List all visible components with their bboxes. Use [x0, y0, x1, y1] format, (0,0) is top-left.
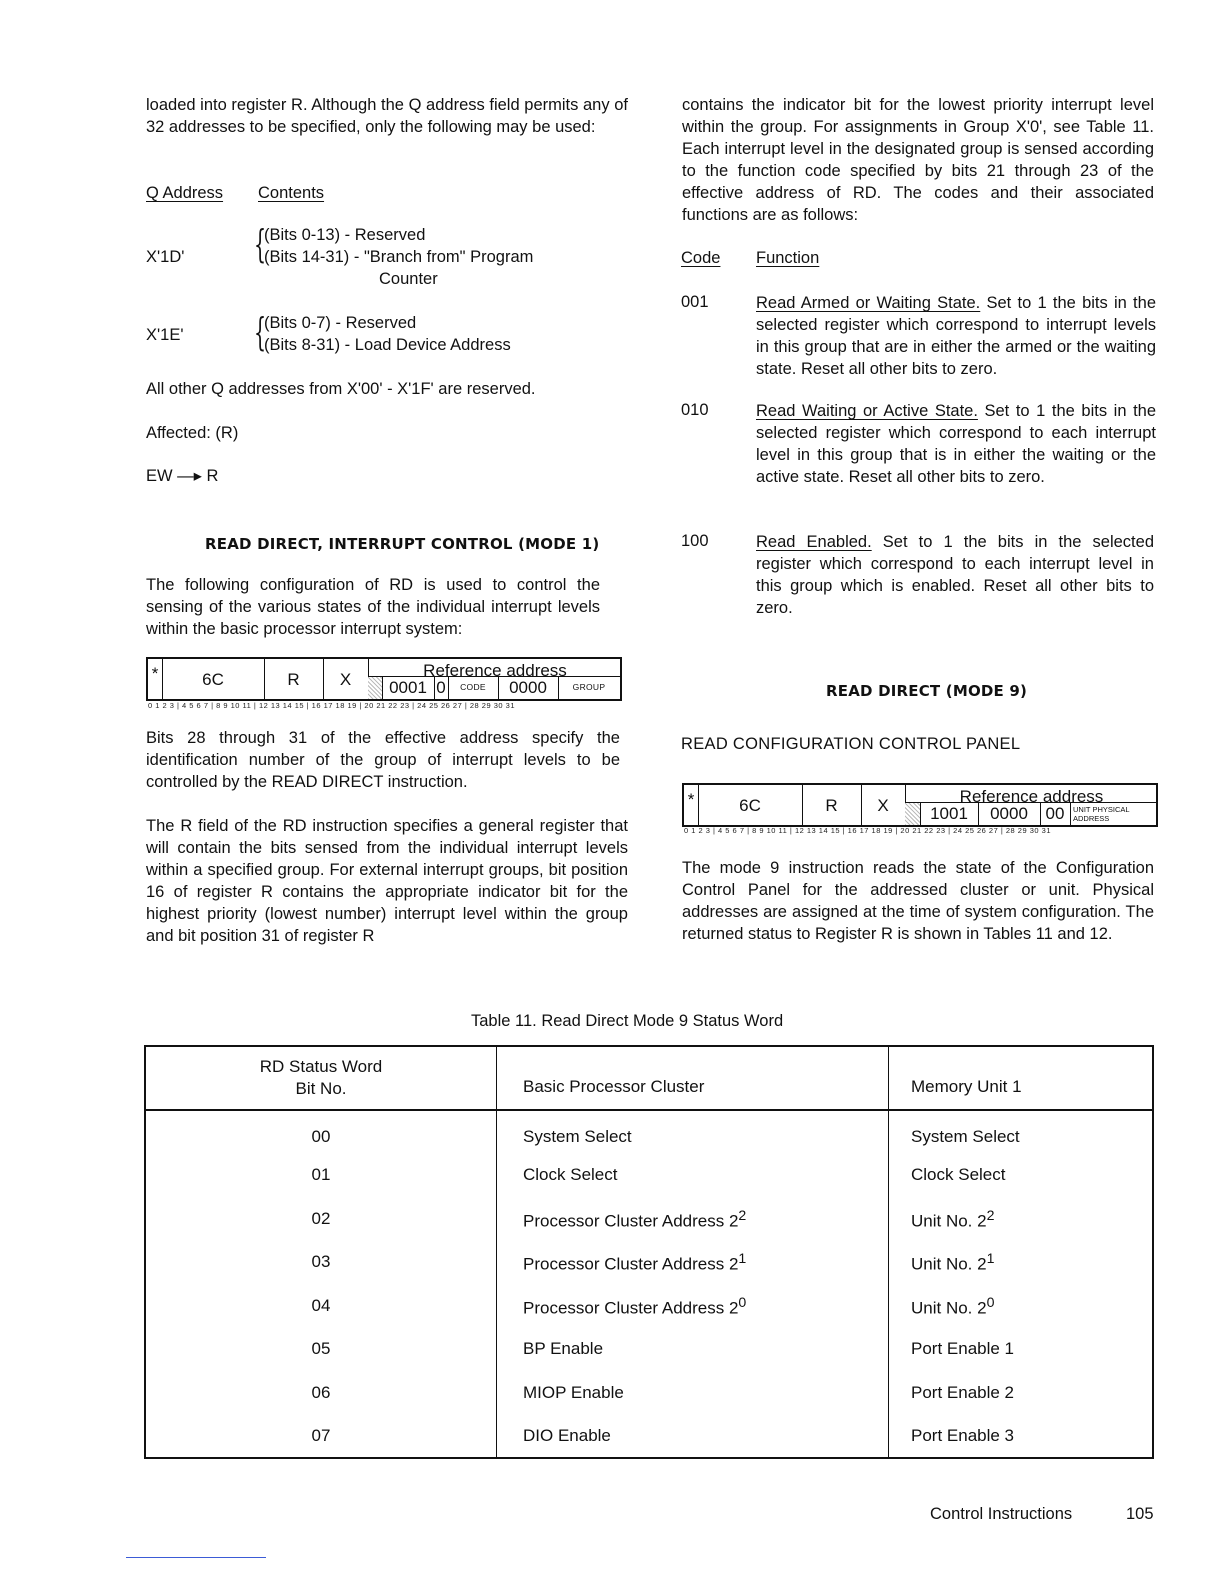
indirect-bit: * [684, 785, 699, 825]
code-100: 100 [681, 532, 709, 550]
mode-bits: 1001 [920, 803, 979, 825]
table-row [145, 1110, 1153, 1154]
table-row [145, 1154, 1153, 1198]
subheading-ccp: READ CONFIGURATION CONTROL PANEL [681, 735, 1021, 753]
heading-mode9: READ DIRECT (MODE 9) [826, 682, 1028, 700]
bp-cell [497, 1284, 889, 1328]
heading-mode1: READ DIRECT, INTERRUPT CONTROL (MODE 1) [205, 535, 600, 553]
instruction-format-mode9 [682, 783, 1158, 827]
bp-exponent: 0 [738, 1294, 747, 1311]
zero-nibble: 0000 [978, 803, 1041, 825]
reference-subfields [368, 676, 622, 699]
table-row [145, 1241, 1153, 1285]
code-010: 010 [681, 401, 709, 419]
bp-text: Processor Cluster Address 2 [523, 1211, 739, 1231]
function-001-text: Set to 1 the bits in the selected register which correspond to interrupt levels in this group that are in either the armed or the waiting state. Reset all other bits to zero. [756, 294, 1156, 378]
zero-pair: 00 [1040, 803, 1071, 825]
table-row [145, 1284, 1153, 1328]
q1-line2: (Bits 14-31) - "Branch from" Program [264, 248, 534, 266]
zero-nibble: 0000 [498, 677, 559, 699]
r-field-paragraph: The R field of the RD instruction specifies a general register that will contain the bits sensed from the individual interrupt levels within a specified group. For external interrupt groups, bit position 16 of register R contains the appropriate indicator bit for the highest priority (lowest number) interrupt level within the group and bit position 31 of register R [146, 817, 628, 945]
bp-exponent: 1 [738, 1251, 747, 1268]
function-100-text: Set to 1 the bits in the selected register which correspond to each interrupt level in this group which is enabled. Reset all other bits to zero. [756, 533, 1154, 617]
bit-cell: 03 [311, 1252, 331, 1272]
q-address-1d: X'1D' [146, 248, 185, 266]
intro-paragraph: loaded into register R. Although the Q address field permits any of 32 addresses to be specified, only the following may be used: [146, 96, 628, 136]
indirect-bit: * [148, 659, 163, 699]
function-010-title: Read Waiting or Active State. [756, 402, 978, 420]
mem-cell: Port Enable 1 [889, 1328, 1154, 1372]
bp-text: Processor Cluster Address 2 [523, 1298, 739, 1318]
bit-cell: 04 [311, 1295, 331, 1315]
mem-cell [889, 1284, 1154, 1328]
r-field: R [264, 659, 324, 699]
code-001: 001 [681, 293, 709, 311]
mem-text: Unit No. 2 [911, 1211, 987, 1231]
bit-cell: 02 [311, 1208, 331, 1228]
bit-cell: 00 [311, 1126, 331, 1146]
unit-physical-address-field: UNIT PHYSICAL ADDRESS [1073, 805, 1130, 823]
q-address-header: Q Address [146, 184, 224, 202]
mem-cell: Clock Select [889, 1154, 1154, 1198]
bp-cell [497, 1197, 889, 1241]
mem-cell: System Select [889, 1110, 1154, 1154]
mem-exponent: 1 [986, 1251, 995, 1268]
function-header: Function [756, 249, 820, 267]
bp-text: Processor Cluster Address 2 [523, 1255, 739, 1275]
x-field: X [323, 659, 369, 699]
mode1-paragraph: The following configuration of RD is used to control the sensing of the various states of the individual interrupt levels within the basic processor interrupt system: [146, 576, 600, 638]
bp-cell: DIO Enable [497, 1415, 889, 1459]
brace-1: { [254, 222, 267, 266]
mem-cell [889, 1197, 1154, 1241]
right-intro-paragraph: contains the indicator bit for the lowest priority interrupt level within the group. For assignments in Group X'0', see Table 11. Each interrupt level in the designated group is sensed according to the function code specified by bits 21 through 23 of the effective address of RD. The codes and their associated functions are as follows: [682, 96, 1154, 224]
mem-cell [889, 1241, 1154, 1285]
bp-exponent: 2 [738, 1207, 747, 1224]
function-001-title: Read Armed or Waiting State. [756, 294, 981, 312]
status-word-table [144, 1045, 1154, 1459]
header-bit-no-line2: Bit No. [295, 1079, 347, 1098]
function-010 [756, 400, 1156, 488]
q-address-1e: X'1E' [146, 326, 184, 344]
bp-cell: System Select [497, 1110, 889, 1154]
q1-line3: Counter [379, 270, 438, 288]
bit-positions-2: 0 1 2 3 | 4 5 6 7 | 8 9 10 11 | 12 13 14 15 | 16 17 18 19 | 20 21 22 23 | 24 25 26 27 | 28 29 30 31 [684, 826, 1052, 835]
bit-cell: 05 [311, 1339, 331, 1359]
mem-text: Unit No. 2 [911, 1255, 987, 1275]
q2-line2: (Bits 8-31) - Load Device Address [264, 336, 511, 354]
opcode-field: 6C [162, 659, 265, 699]
reference-subfields [905, 802, 1158, 825]
function-100 [756, 531, 1154, 619]
unused-bits [905, 803, 921, 825]
mem-cell: Port Enable 3 [889, 1415, 1154, 1459]
bit-positions-1: 0 1 2 3 | 4 5 6 7 | 8 9 10 11 | 12 13 14 15 | 16 17 18 19 | 20 21 22 23 | 24 25 26 27 | 28 29 30 31 [148, 701, 516, 710]
q1-line1: (Bits 0-13) - Reserved [264, 226, 426, 244]
table-header-row [145, 1046, 1153, 1110]
reference-address-label: Reference address [423, 661, 567, 680]
table-caption: Table 11. Read Direct Mode 9 Status Word [471, 1012, 784, 1030]
bp-cell: BP Enable [497, 1328, 889, 1372]
brace-2: { [254, 310, 267, 354]
reference-address-label: Reference address [959, 787, 1104, 806]
table-row [145, 1415, 1153, 1459]
code-field: CODE [448, 677, 499, 699]
table-row [145, 1371, 1153, 1415]
other-q-note: All other Q addresses from X'00' - X'1F' are reserved. [146, 380, 536, 398]
header-bit-no-line1: RD Status Word [259, 1057, 383, 1076]
unused-bits [368, 677, 383, 699]
table-row [145, 1197, 1153, 1241]
zero-bit: 0 [434, 677, 449, 699]
bit-cell: 01 [311, 1165, 331, 1185]
bp-cell: Clock Select [497, 1154, 889, 1198]
mem-text: Unit No. 2 [911, 1298, 987, 1318]
header-basic-processor: Basic Processor Cluster [497, 1046, 889, 1110]
affected-line: Affected: (R) [146, 424, 239, 442]
x-field: X [861, 785, 906, 825]
mem-exponent: 0 [986, 1294, 995, 1311]
mem-cell: Port Enable 2 [889, 1371, 1154, 1415]
header-bit-no [145, 1046, 497, 1110]
table-row [145, 1328, 1153, 1372]
r-field: R [802, 785, 862, 825]
bp-cell [497, 1241, 889, 1285]
function-001 [756, 292, 1156, 380]
bit-cell: 06 [311, 1382, 331, 1402]
bp-cell: MIOP Enable [497, 1371, 889, 1415]
ew-line: EW —▸ R [146, 467, 219, 485]
bottom-edge-line [126, 1557, 266, 1558]
page-number: 105 [1126, 1505, 1154, 1523]
header-memory-unit: Memory Unit 1 [889, 1046, 1154, 1110]
instruction-format-mode1 [146, 657, 622, 701]
group-field: GROUP [572, 682, 606, 692]
q2-line1: (Bits 0-7) - Reserved [264, 314, 417, 332]
function-010-text: Set to 1 the bits in the selected register which correspond to each interrupt level in this group that is in either the waiting or the active state. Reset all other bits to zero. [756, 402, 1157, 486]
mem-exponent: 2 [986, 1207, 995, 1224]
footer-section-title: Control Instructions [930, 1505, 1073, 1523]
mode-bits: 0001 [382, 677, 435, 699]
bits-paragraph: Bits 28 through 31 of the effective address specify the identification number of the group of interrupt levels to be controlled by the READ DIRECT instruction. [146, 729, 620, 791]
code-header: Code [681, 249, 721, 267]
contents-header: Contents [258, 184, 325, 202]
opcode-field: 6C [698, 785, 803, 825]
mode9-paragraph: The mode 9 instruction reads the state of the Configuration Control Panel for the addressed cluster or unit. Physical addresses are assigned at the time of system configuration. The returned status to Register R is shown in Tables 11 and 12. [682, 859, 1154, 943]
bit-cell: 07 [311, 1425, 331, 1445]
function-100-title: Read Enabled. [756, 533, 872, 551]
